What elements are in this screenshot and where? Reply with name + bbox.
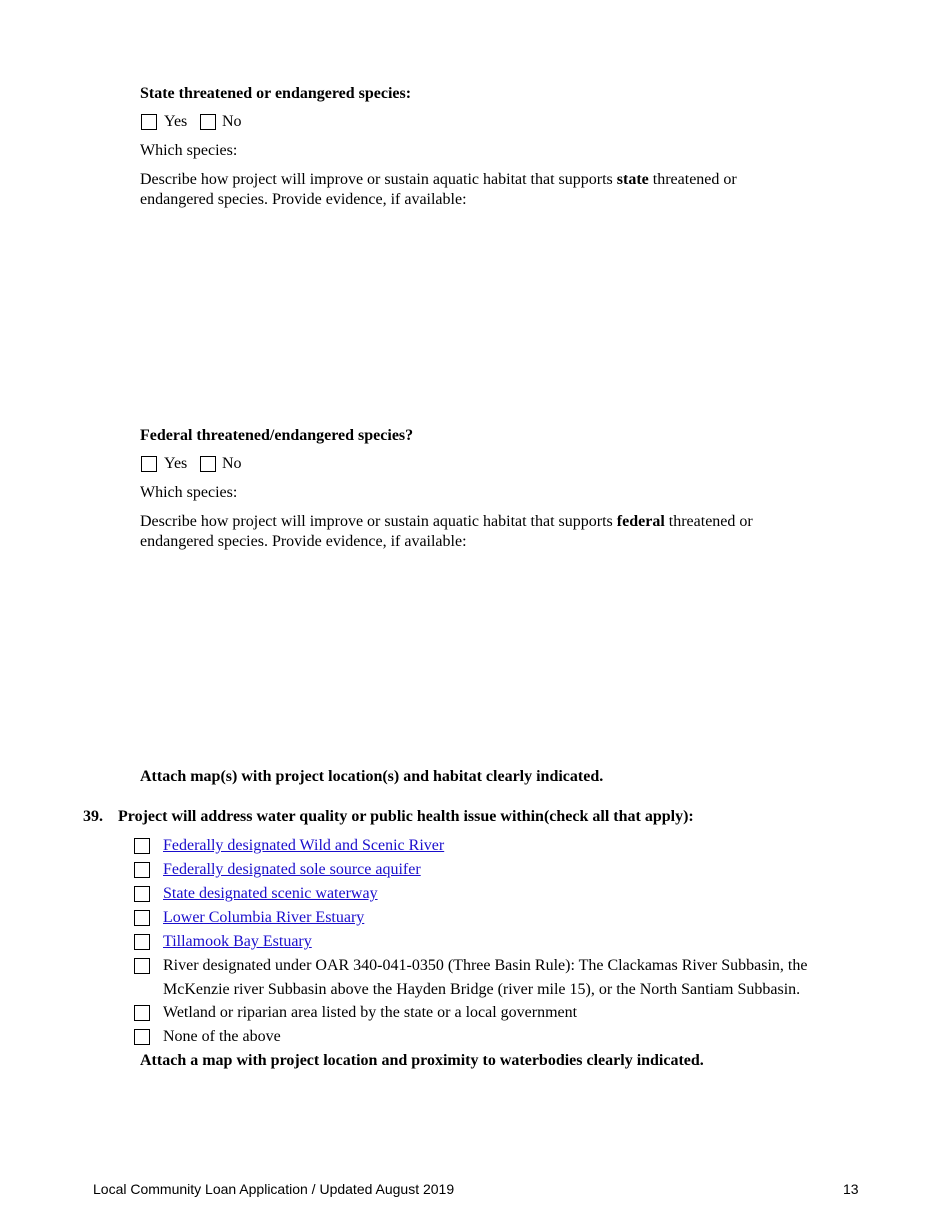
- state-which-species-label: Which species:: [140, 142, 238, 159]
- checkbox-wild-scenic-river[interactable]: [134, 838, 150, 854]
- federal-species-heading: Federal threatened/endangered species?: [140, 427, 414, 444]
- option-wetland-riparian: Wetland or riparian area listed by the state or a local government: [163, 1004, 578, 1021]
- federal-describe-text: Describe how project will improve or sustain aquatic habitat that supports: [140, 513, 617, 530]
- option-three-basin-rule-line2: McKenzie river Subbasin above the Hayden Bridge (river mile 15), or the North Santiam Subbasin.: [163, 981, 801, 998]
- state-species-heading: State threatened or endangered species:: [140, 85, 412, 102]
- federal-describe-line1: [140, 512, 753, 532]
- state-describe-tail: threatened or: [648, 171, 737, 188]
- state-yes-label: Yes: [164, 113, 188, 130]
- link-sole-source-aquifer[interactable]: Federally designated sole source aquifer: [163, 861, 421, 878]
- link-scenic-waterway[interactable]: State designated scenic waterway: [163, 885, 378, 902]
- federal-describe-tail: threatened or: [664, 513, 753, 530]
- state-describe-line1: [140, 170, 737, 190]
- checkbox-columbia-estuary[interactable]: [134, 910, 150, 926]
- federal-describe-line2: endangered species. Provide evidence, if available:: [140, 533, 467, 550]
- federal-no-checkbox[interactable]: [200, 456, 216, 472]
- link-tillamook-estuary[interactable]: Tillamook Bay Estuary: [163, 933, 312, 950]
- state-no-label: No: [222, 113, 242, 130]
- question-39-number: 39.: [83, 808, 103, 825]
- federal-which-species-label: Which species:: [140, 484, 238, 501]
- federal-describe-bold: federal: [616, 513, 665, 530]
- federal-yes-label: Yes: [164, 455, 188, 472]
- attach-map-waterbodies-note: Attach a map with project location and proximity to waterbodies clearly indicated.: [140, 1052, 704, 1069]
- checkbox-tillamook-estuary[interactable]: [134, 934, 150, 950]
- state-yes-checkbox[interactable]: [141, 114, 157, 130]
- federal-no-label: No: [222, 455, 242, 472]
- link-columbia-estuary[interactable]: Lower Columbia River Estuary: [163, 909, 365, 926]
- option-none-of-above: None of the above: [163, 1028, 281, 1045]
- checkbox-wetland-riparian[interactable]: [134, 1005, 150, 1021]
- state-describe-line2: endangered species. Provide evidence, if available:: [140, 191, 467, 208]
- state-no-checkbox[interactable]: [200, 114, 216, 130]
- checkbox-three-basin-rule[interactable]: [134, 958, 150, 974]
- question-39-text: Project will address water quality or public health issue within(check all that apply):: [118, 808, 694, 825]
- footer-page-number: 13: [843, 1181, 859, 1197]
- link-wild-scenic-river[interactable]: Federally designated Wild and Scenic River: [163, 837, 445, 854]
- checkbox-none-of-above[interactable]: [134, 1029, 150, 1045]
- federal-yes-checkbox[interactable]: [141, 456, 157, 472]
- checkbox-sole-source-aquifer[interactable]: [134, 862, 150, 878]
- checkbox-scenic-waterway[interactable]: [134, 886, 150, 902]
- option-three-basin-rule-line1: River designated under OAR 340-041-0350 (Three Basin Rule): The Clackamas River Subbasin, the: [163, 957, 808, 974]
- state-describe-text: Describe how project will improve or sustain aquatic habitat that supports: [140, 171, 617, 188]
- attach-map-habitat-note: Attach map(s) with project location(s) and habitat clearly indicated.: [140, 768, 604, 785]
- footer-title: Local Community Loan Application / Updated August 2019: [93, 1181, 455, 1197]
- state-describe-bold: state: [616, 171, 649, 188]
